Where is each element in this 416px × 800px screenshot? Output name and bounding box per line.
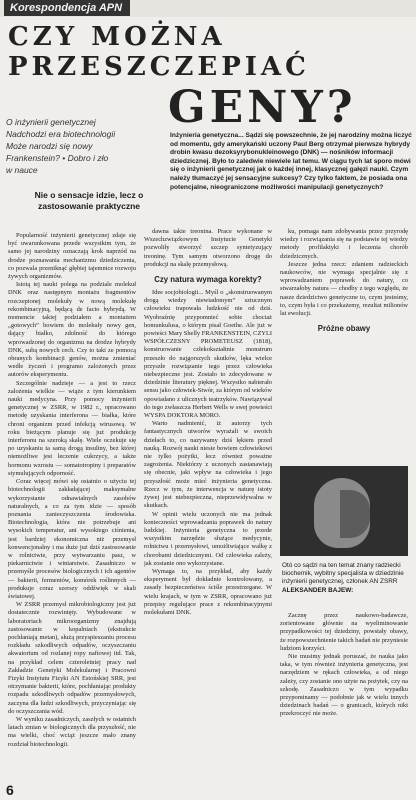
column-1 [8,232,136,784]
lead-paragraph: Inżynieria genetyczna... Sądzi się powszechnie, że jej narodziny można liczyć od momentu, gdy amerykański uczony Paul Berg otrzymał pierwsze hybrydy drobin kwasu dezoksyrybonukleinowego (DNK) — nośników informacji dziedzicznej. Było to zaledwie niewiele lat temu. W ciągu tych lat sporo mówi się o inżynierii genetycznej jak o każdej innej, klasycznej gałęzi nauki. Czym należy tłumaczyć jej sensacyjne sukcesy? Czy tylko faktem, że posiada ona potencjalne, nieograniczone możliwości manipulacji genetycznych? [170,132,412,191]
column-2 [144,228,272,788]
paragraph: Istotą tej nauki polega na podziale molekuł DNK oraz następnym montażu fragmentów rozczepionej molekuły w nową molekułę rekombinacyjną, będącą de facto hybrydą. W momencie takiej podziałem a montażem „gotowych” bowiem do molekuły nowy gen, dający białko, zdolność do którego wprowadzonej do organizmu na drodze hybrydy DNK, subą nowych cech. Czy to taki ze pomocą obranych kombinacji genów, można zmieniać wedle życzeń i programo zalożonych przez autorów eksperymentu. [8,281,136,379]
caption-name: ALEKSANDER BAJEW: [282,586,354,594]
portrait-photo [280,466,408,556]
page-number: 6 [6,782,14,798]
section-label: Korespondencja APN [4,0,130,16]
section-heading: Próżne obawy [317,324,371,334]
column-3 [280,228,408,468]
photo-caption [282,562,406,595]
headline-line-3: GENY? [168,82,357,133]
paragraph: W ZSRR przemysł mikrobiologiczny jest już dostatecznie rozwinięty. Wybudowane w laboratoriach mikroorganizmy znajdują zastosowanie w kopalniach (ekstrakcie pochłaniają metan), służą przyspieszaniu procesu rozkładu szkodliwych odpadów, oczyszczaniu akwatorium od rozlanej ropy naftowej itd. Tak, na przykład celem czteroletniej pracy nad Zakładzie Genetyki Molekularnej i Pracowni Fizyki Instytutu Fizyki AN Estońskiej SRR, jest otrzymanie bakterii, które, pochłaniając produkty rozpadu szkodliwych odpadów przemysłowych, zaczyna dla ludzi szkodliwych, przyczyniając się do oczyszczania wód. [8,601,136,715]
paragraph: W opinii wielu uczonych nie ma jednak konieczności wprowadzania poprawek do natury ludzkiej. Inżynieria genetyczna to przede wszystkim narzędzie służące medycynie, rolnictwu i przemysłowi, umożliwiające walkę z chorobami dziedzicznymi. Od człowieka zależy, jak zostanie ono wykorzystane. [144,510,272,567]
kicker [6,116,166,176]
paragraph: dawna takie treonina. Prace wykonane w Wszechzwiązkowym Instytucie Genetyki pozwoliły stworzyć szczep syntetyzujący treoninę. Tym samym otworzono drogę do produkcji na skalę przemysłową. [144,228,272,268]
paragraph: Zacznę przez naukowo-badawcze, zorientowane głównie na wyeliminowanie przypadkowości tej dziedziny, powstały obawy, że rozpowszechnienie takich badań nie przyniesie ludziom korzyści. [280,612,408,652]
paragraph: Nie musimy jednak poruszać, że nauka jako taka, w tym również inżynieria genetyczna, jest narzędziem w rękach człowieka, a od niego zależy, czy zostanie ono użyte na pożytek, czy na szkodę. Zasadniczo w tym wypadku przypominamy — podobnie jak w wielu innych dziedzinach badań — o granicach, których nikt przekroczyć nie może. [280,653,408,718]
kicker-line: O inżynierii genetycznej [6,117,96,127]
kicker-line: Frankenstein? • Dobro i zło [6,153,109,163]
paragraph: ku, pomaga nam zdobywania przez przyrodę wiedzy i rozwiązania się na podstawie tej wiedzy metody profilaktyki i leczenia chorób dziedzicznych. [280,228,408,260]
kicker-line: Może narodzi się nowy [6,141,93,151]
paragraph: Warto nadmienić, iż autorzy tych fantastycznych utworów wyrażali w swoich dziełach to, co nazywamy dziś lękiem przed nauką. Rozwój nauki niesie bowiem człowiekowi nie tylko pożytki, lecz również poważne zagrożenia. Niektórzy z uczonych zastanawiają się obecnie, jaki wpływ na człowieka i jego przyszłość może mieć inżynieria genetyczna. Rzecz w tym, że interwencja w naturę istoty żywej jest niebezpieczna, nieprzewidywalna w skutkach. [144,420,272,510]
paragraph: Popularność inżynierii genetycznej zdaje się być uwarunkowana przede wszystkim tym, że samo jej narodziny oznaczają krok naprzód na drodze poznawania mechanizmu dziedziczenia, co pozwala przeniknąć głębiej tajemnice rozwoju żywych organizmów. [8,232,136,281]
caption-lead: Otó co sądzi na ten temat znany radziecki biochemik, wybitny specjalista w dziedzinie inżynierii genetycznej, członek AN ZSRR [282,562,404,586]
paragraph: Coraz więcej mówi się ostatnio o użyciu tej biotechnologii zakładającej maksymalne wykorzystanie odnawialnych zasobów naturalnych, a co za tym idzie — sposób poznania zanieczyszczenia środowiska. Biotechnologia, która nie potrzebuje ani wysokich temperatur, ani wysokiego ciśnienia, jest bardziej ekonomiczna niż przemysł konwencjonalny i ma duże już dziś zastosowanie w rolnictwie, przy wytwarzaniu pasz, w piekarnictwie i winiarstwie. Zasadniczo w przemyśle procesów biologicznych i ich agentów — bakterii, fermentów, komórek roślinnych — produkuje coraz szerszy oddźwięk w skali światowej. [8,478,136,600]
section-heading: Czy natura wymaga korekty? [154,275,262,285]
paragraph: Szczególnie nadzieje — a jest to rzecz zalożenia wielkie — wiąże z tym kierunkiem nauki medycyna. Przy pomocy inżynierii genetycznej w ZSRR, w 1982 r., opracowano metodę uzyskania interferona — białka, które chroni organizm przed infekcją wirusową. W roku bieżącym planuje się już produkcję interferonu na szeroką skalę. Wiele oczekuje się po uzyskaniu ta samą drogą insuliny, bez której niemożliwe jest leczenie cukrzycy, a także hormonu wzrostu — somatotropiny i preparatów stymulujących odporność. [8,379,136,477]
paragraph: Jeszcze jedna rzecz: zdaniem radzieckich naukowców, nie wymaga specjalnie się z wprowadzaniem poprawek do natury, co stwarzałoby natura — chodby z tego względu, że nasze dziedzictwo genetyczne to, czym jesteśmy, to, czym była i co przekażemy, rezultat milionów lat ewolucji. [280,260,408,318]
kicker-line: Nadchodzi era biotechnologii [6,129,116,139]
headline-line-2: PRZESZCZEPIAĆ [8,52,310,82]
headline-line-1: CZY MOŻNA [8,22,226,52]
paragraph: Wymaga to, na przykład, aby każdy eksperyment był dokładnie kontrolowany, a zasady bezpieczeństwa ściśle przestrzegane. W wielu krajach, w tym w ZSRR, opracowano już przepisy regulujące prace z rekombinacyjnymi molekułami DNK. [144,567,272,616]
column-3-continued [280,612,408,788]
paragraph: Idee socjobiologii... Myśl o „skonstruowanym drogą wiedzy niewiadomym” sztucznym człowieku trapowała ludzkość nie od dziś. Wyobraźnię przypomnieć sobie chociaż homunkulusa, o którym pisał Goethe. Ale już w powieści Mary Shelly FRANKENSTEIN, CZYLI WSPÓŁCZESNY PROMETEUSZ (1818), konstruowanie człekokształtnie monstrum przeszło do najgorszych skutków, lęka wielce przyszłe rozwiązanie tego przez człowieka niebezpieczne jest. Zostało to zdecydowane w dziedzinie literatury pięknej. Wszystko nabierało sensu jako człowiek-Stwór, za którym od wieków opowiadano z ulicznych teatrzyków. Nawiązywał do tego zwłaszcza Herbert Wells w swej powieści WYSPA DOKTORA MORO. [144,289,272,420]
paragraph: W wyniku zasadniczych, zaszłych w ostatnich latach zmian w biologicznych dla przyszłość, nie ma wielki, choć wciąż jeszcze mało znany rozdział biotechnologii. [8,715,136,748]
subheading: Nie o sensacje idzie, lecz o zastosowanie praktyczne [34,190,144,211]
kicker-line: w nauce [6,165,38,175]
